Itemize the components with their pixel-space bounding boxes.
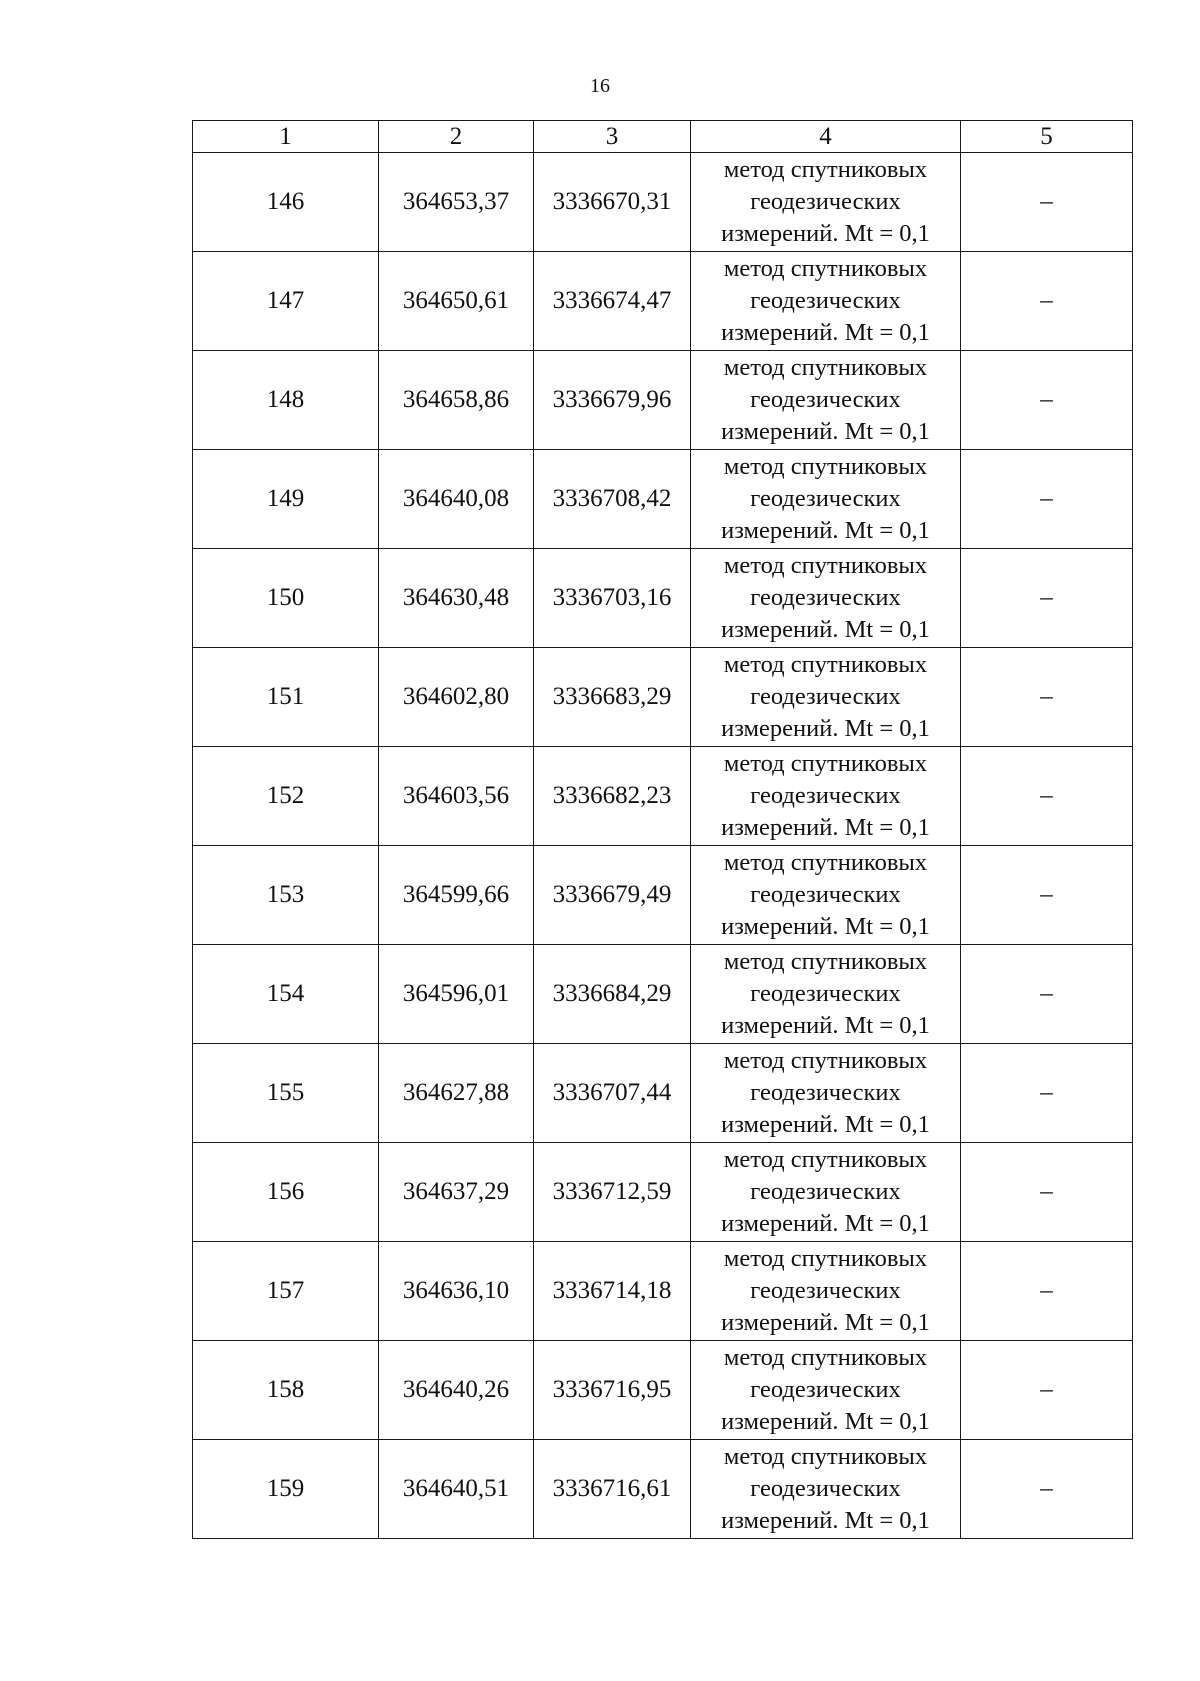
- note-text: –: [1040, 584, 1053, 611]
- x-coordinate-cell: [379, 648, 534, 747]
- note-cell: [961, 1242, 1133, 1341]
- x-coordinate-text: 364640,26: [402, 1376, 510, 1403]
- y-coordinate-text: 3336674,47: [552, 287, 672, 314]
- point-number-cell: [193, 549, 379, 648]
- point-number-text: 156: [266, 1178, 305, 1205]
- method-text: метод спутниковых геодезических измерений. Mt = 0,1: [721, 849, 930, 940]
- x-coordinate-text: 364640,08: [402, 485, 510, 512]
- point-number-cell: [193, 153, 379, 252]
- note-cell: [961, 153, 1133, 252]
- x-coordinate-cell: [379, 1341, 534, 1440]
- method-cell: [691, 252, 961, 351]
- y-coordinate-cell: [534, 747, 691, 846]
- y-coordinate-cell: [534, 351, 691, 450]
- x-coordinate-cell: [379, 1044, 534, 1143]
- point-number-text: 146: [266, 188, 305, 215]
- point-number-text: 147: [266, 287, 305, 314]
- x-coordinate-text: 364602,80: [402, 683, 510, 710]
- x-coordinate-text: 364658,86: [402, 386, 510, 413]
- y-coordinate-cell: [534, 846, 691, 945]
- method-text: метод спутниковых геодезических измерений. Mt = 0,1: [721, 651, 930, 742]
- method-text: метод спутниковых геодезических измерений. Mt = 0,1: [721, 1443, 930, 1534]
- point-number-cell: [193, 1242, 379, 1341]
- y-coordinate-text: 3336716,95: [552, 1376, 672, 1403]
- point-number-text: 148: [266, 386, 305, 413]
- x-coordinate-cell: [379, 549, 534, 648]
- y-coordinate-cell: [534, 549, 691, 648]
- note-text: –: [1040, 1376, 1053, 1403]
- method-text: метод спутниковых геодезических измерений. Mt = 0,1: [721, 1344, 930, 1435]
- y-coordinate-cell: [534, 1044, 691, 1143]
- point-number-cell: [193, 450, 379, 549]
- method-text: метод спутниковых геодезических измерений. Mt = 0,1: [721, 156, 930, 247]
- y-coordinate-text: 3336670,31: [552, 188, 672, 215]
- point-number-cell: [193, 1440, 379, 1539]
- x-coordinate-cell: [379, 450, 534, 549]
- table-row: [193, 1143, 1133, 1242]
- note-text: –: [1040, 287, 1053, 314]
- point-number-text: 150: [266, 584, 305, 611]
- note-text: –: [1040, 1277, 1053, 1304]
- note-cell: [961, 252, 1133, 351]
- y-coordinate-cell: [534, 648, 691, 747]
- note-text: –: [1040, 386, 1053, 413]
- method-cell: [691, 351, 961, 450]
- point-number-text: 159: [266, 1475, 305, 1502]
- note-text: –: [1040, 1079, 1053, 1106]
- x-coordinate-cell: [379, 252, 534, 351]
- table-row: [193, 846, 1133, 945]
- note-cell: [961, 1341, 1133, 1440]
- point-number-text: 155: [266, 1079, 305, 1106]
- point-number-cell: [193, 747, 379, 846]
- note-text: –: [1040, 881, 1053, 908]
- column-header-3: 3: [534, 121, 691, 153]
- x-coordinate-cell: [379, 1143, 534, 1242]
- table-row: [193, 1440, 1133, 1539]
- y-coordinate-cell: [534, 1440, 691, 1539]
- column-header-2: 2: [379, 121, 534, 153]
- table-row: [193, 252, 1133, 351]
- y-coordinate-cell: [534, 945, 691, 1044]
- table-row: [193, 450, 1133, 549]
- table-row: [193, 1341, 1133, 1440]
- method-cell: [691, 945, 961, 1044]
- point-number-text: 154: [266, 980, 305, 1007]
- note-cell: [961, 648, 1133, 747]
- point-number-text: 157: [266, 1277, 305, 1304]
- method-text: метод спутниковых геодезических измерений. Mt = 0,1: [721, 750, 930, 841]
- point-number-cell: [193, 351, 379, 450]
- y-coordinate-text: 3336679,49: [552, 881, 672, 908]
- note-cell: [961, 549, 1133, 648]
- table-row: [193, 648, 1133, 747]
- x-coordinate-cell: [379, 153, 534, 252]
- y-coordinate-text: 3336679,96: [552, 386, 672, 413]
- point-number-text: 151: [266, 683, 305, 710]
- x-coordinate-text: 364599,66: [402, 881, 510, 908]
- y-coordinate-text: 3336716,61: [552, 1475, 672, 1502]
- y-coordinate-text: 3336683,29: [552, 683, 672, 710]
- point-number-cell: [193, 252, 379, 351]
- note-text: –: [1040, 782, 1053, 809]
- method-cell: [691, 1242, 961, 1341]
- method-text: метод спутниковых геодезических измерений. Mt = 0,1: [721, 255, 930, 346]
- note-cell: [961, 1440, 1133, 1539]
- method-cell: [691, 1440, 961, 1539]
- note-cell: [961, 1143, 1133, 1242]
- table-row: [193, 549, 1133, 648]
- point-number-cell: [193, 1341, 379, 1440]
- note-text: –: [1040, 683, 1053, 710]
- column-header-5: 5: [961, 121, 1133, 153]
- x-coordinate-cell: [379, 747, 534, 846]
- y-coordinate-text: 3336708,42: [552, 485, 672, 512]
- x-coordinate-cell: [379, 945, 534, 1044]
- method-text: метод спутниковых геодезических измерений. Mt = 0,1: [721, 1146, 930, 1237]
- point-number-text: 153: [266, 881, 305, 908]
- note-cell: [961, 450, 1133, 549]
- table-row: [193, 351, 1133, 450]
- method-cell: [691, 450, 961, 549]
- x-coordinate-text: 364636,10: [402, 1277, 510, 1304]
- method-text: метод спутниковых геодезических измерений. Mt = 0,1: [721, 1047, 930, 1138]
- table-row: [193, 1044, 1133, 1143]
- x-coordinate-text: 364603,56: [402, 782, 510, 809]
- method-cell: [691, 1143, 961, 1242]
- x-coordinate-text: 364596,01: [402, 980, 510, 1007]
- method-text: метод спутниковых геодезических измерений. Mt = 0,1: [721, 1245, 930, 1336]
- y-coordinate-cell: [534, 252, 691, 351]
- y-coordinate-cell: [534, 1341, 691, 1440]
- point-number-cell: [193, 1143, 379, 1242]
- note-text: –: [1040, 188, 1053, 215]
- method-cell: [691, 1341, 961, 1440]
- method-text: метод спутниковых геодезических измерений. Mt = 0,1: [721, 948, 930, 1039]
- note-cell: [961, 945, 1133, 1044]
- table-header-row: [193, 121, 1133, 153]
- method-cell: [691, 648, 961, 747]
- x-coordinate-cell: [379, 1440, 534, 1539]
- point-number-text: 152: [266, 782, 305, 809]
- note-text: –: [1040, 980, 1053, 1007]
- x-coordinate-text: 364630,48: [402, 584, 510, 611]
- x-coordinate-text: 364637,29: [402, 1178, 510, 1205]
- y-coordinate-text: 3336712,59: [552, 1178, 672, 1205]
- point-number-text: 149: [266, 485, 305, 512]
- page-number: 16: [590, 75, 610, 97]
- method-cell: [691, 1044, 961, 1143]
- method-cell: [691, 549, 961, 648]
- y-coordinate-cell: [534, 1242, 691, 1341]
- x-coordinate-text: 364627,88: [402, 1079, 510, 1106]
- y-coordinate-cell: [534, 1143, 691, 1242]
- method-cell: [691, 153, 961, 252]
- y-coordinate-text: 3336707,44: [552, 1079, 672, 1106]
- y-coordinate-text: 3336682,23: [552, 782, 672, 809]
- y-coordinate-text: 3336714,18: [552, 1277, 672, 1304]
- x-coordinate-cell: [379, 1242, 534, 1341]
- y-coordinate-cell: [534, 450, 691, 549]
- y-coordinate-text: 3336703,16: [552, 584, 672, 611]
- method-text: метод спутниковых геодезических измерений. Mt = 0,1: [721, 552, 930, 643]
- table-row: [193, 945, 1133, 1044]
- note-cell: [961, 351, 1133, 450]
- x-coordinate-cell: [379, 351, 534, 450]
- note-cell: [961, 747, 1133, 846]
- note-text: –: [1040, 1178, 1053, 1205]
- note-cell: [961, 1044, 1133, 1143]
- note-text: –: [1040, 1475, 1053, 1502]
- coordinates-table: [192, 120, 1133, 1539]
- y-coordinate-text: 3336684,29: [552, 980, 672, 1007]
- note-text: –: [1040, 485, 1053, 512]
- method-cell: [691, 747, 961, 846]
- method-text: метод спутниковых геодезических измерений. Mt = 0,1: [721, 453, 930, 544]
- point-number-text: 158: [266, 1376, 305, 1403]
- method-text: метод спутниковых геодезических измерений. Mt = 0,1: [721, 354, 930, 445]
- x-coordinate-cell: [379, 846, 534, 945]
- x-coordinate-text: 364653,37: [402, 188, 510, 215]
- table-row: [193, 153, 1133, 252]
- note-cell: [961, 846, 1133, 945]
- point-number-cell: [193, 1044, 379, 1143]
- method-cell: [691, 846, 961, 945]
- column-header-4: 4: [691, 121, 961, 153]
- point-number-cell: [193, 945, 379, 1044]
- point-number-cell: [193, 648, 379, 747]
- x-coordinate-text: 364650,61: [402, 287, 510, 314]
- y-coordinate-cell: [534, 153, 691, 252]
- table-row: [193, 747, 1133, 846]
- x-coordinate-text: 364640,51: [402, 1475, 510, 1502]
- table-row: [193, 1242, 1133, 1341]
- point-number-cell: [193, 846, 379, 945]
- column-header-1: 1: [193, 121, 379, 153]
